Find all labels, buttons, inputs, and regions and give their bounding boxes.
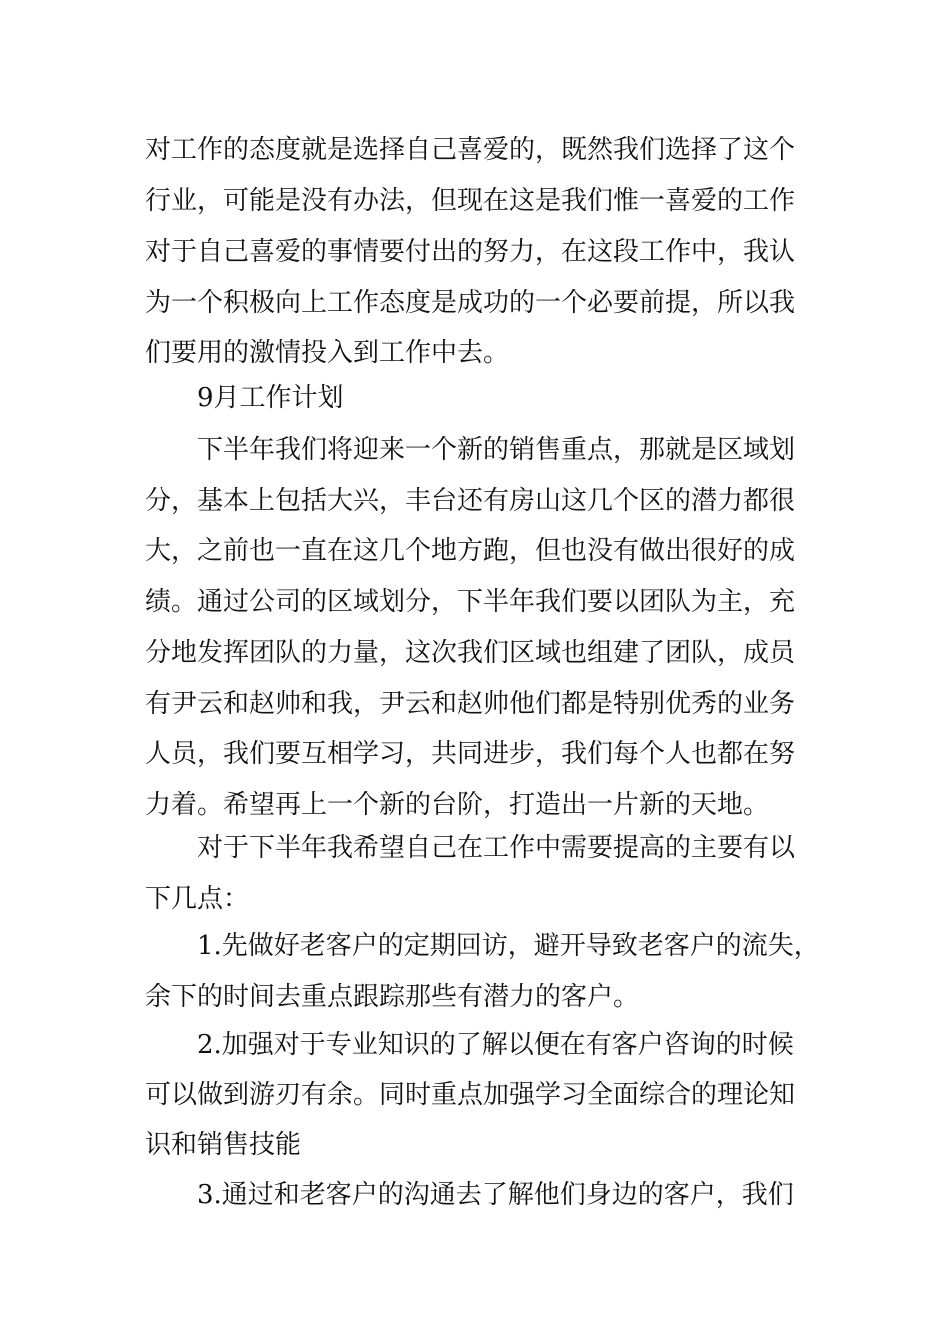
paragraph-line: 为一个积极向上工作态度是成功的一个必要前提，所以我: [145, 288, 796, 318]
paragraph-line: 分地发挥团队的力量，这次我们区域也组建了团队，成员: [145, 638, 796, 668]
paragraph-line: 分，基本上包括大兴，丰台还有房山这几个区的潜力都很: [145, 486, 796, 516]
paragraph-line: 下半年我们将迎来一个新的销售重点，那就是区域划: [197, 435, 796, 465]
list-item-line: 余下的时间去重点跟踪那些有潜力的客户。: [145, 982, 640, 1012]
paragraph-line: 对工作的态度就是选择自己喜爱的，既然我们选择了这个: [145, 135, 796, 165]
paragraph-line: 对于下半年我希望自己在工作中需要提高的主要有以: [197, 833, 796, 863]
paragraph-line: 人员，我们要互相学习，共同进步，我们每个人也都在努: [145, 739, 796, 769]
list-item-line: 2.加强对于专业知识的了解以便在有客户咨询的时候: [197, 1030, 794, 1060]
paragraph-line: 绩。通过公司的区域划分，下半年我们要以团队为主，充: [145, 587, 796, 617]
list-item-line: 识和销售技能: [145, 1130, 302, 1160]
paragraph-line: 对于自己喜爱的事情要付出的努力，在这段工作中，我认: [145, 237, 796, 267]
paragraph-line: 们要用的激情投入到工作中去。: [145, 338, 510, 368]
paragraph-line: 大，之前也一直在这几个地方跑，但也没有做出很好的成: [145, 536, 796, 566]
paragraph-line: 力着。希望再上一个新的台阶，打造出一片新的天地。: [145, 790, 770, 820]
list-item-line: 可以做到游刃有余。同时重点加强学习全面综合的理论知: [145, 1080, 796, 1110]
paragraph-line: 行业，可能是没有办法，但现在这是我们惟一喜爱的工作: [145, 186, 796, 216]
paragraph-line: 下几点：: [145, 884, 250, 914]
paragraph-line: 有尹云和赵帅和我，尹云和赵帅他们都是特别优秀的业务: [145, 689, 796, 719]
section-heading: 9月工作计划: [197, 383, 344, 413]
list-item-line: 1.先做好老客户的定期回访，避开导致老客户的流失，: [197, 931, 820, 961]
list-item-line: 3.通过和老客户的沟通去了解他们身边的客户，我们: [197, 1180, 794, 1210]
